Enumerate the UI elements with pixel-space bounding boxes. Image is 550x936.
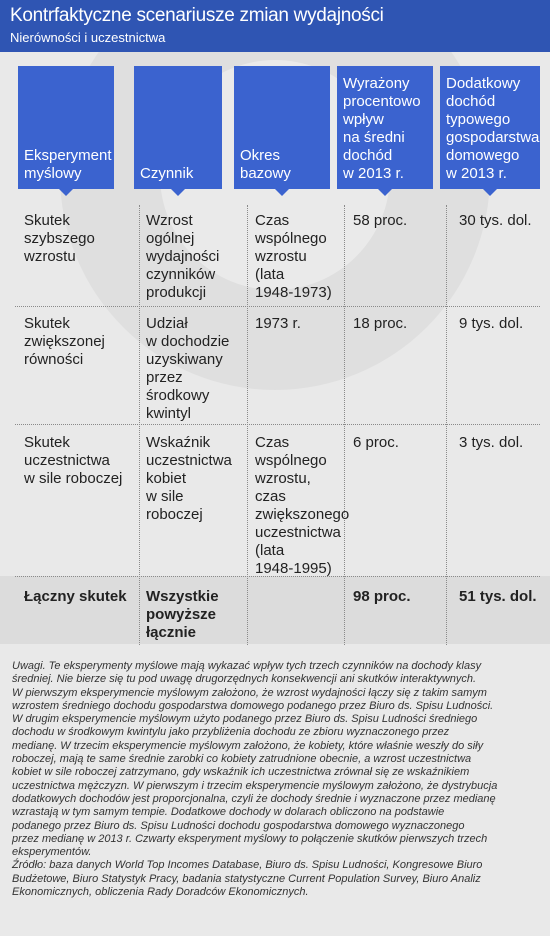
cell-factor: Wzrost ogólnej wydajności czynników produkcji [146,212,220,301]
total-experiment: Łączny skutek [24,588,127,605]
column-header-experiment [18,66,114,189]
column-header-factor [134,66,222,189]
cell-income: 30 tys. dol. [459,212,532,229]
cell-period: Czas wspólnego wzrostu, czas zwiększonego uczestnictwa (lata 1948-1995) [255,434,350,577]
total-factor: Wszystkie powyższe łącznie [146,588,219,641]
cell-impact: 18 proc. [353,315,408,332]
column-separator [139,205,140,645]
total-income: 51 tys. dol. [459,588,537,605]
cell-impact: 58 proc. [353,212,408,229]
title-banner [0,0,550,52]
column-separator [247,205,248,645]
column-header-label: Dodatkowy dochód typowego gospodarstwa domowego w 2013 r. [446,75,540,182]
header-arrow [483,189,497,196]
cell-experiment: Skutek szybszego wzrostu [24,212,95,265]
total-impact: 98 proc. [353,588,411,605]
cell-factor: Udział w dochodzie uzyskiwany przez środkowy kwintyl [146,315,230,422]
header-arrow [59,189,73,196]
cell-period: Czas wspólnego wzrostu (lata 1948-1973) [255,212,332,301]
cell-factor: Wskaźnik uczestnictwa kobiet w sile roboczej [146,434,232,523]
column-separator [446,205,447,645]
header-arrow [171,189,185,196]
column-header-label: Okres bazowy [240,147,291,182]
cell-period: 1973 r. [255,315,301,332]
cell-income: 9 tys. dol. [459,315,524,332]
header-arrow [378,189,392,196]
column-header-label: Wyrażony procentowo wpływ na średni dochód w 2013 r. [343,75,421,182]
column-header-period [234,66,330,189]
cell-experiment: Skutek uczestnictwa w sile roboczej [24,434,123,487]
footnotes: Uwagi. Te eksperymenty myślowe mają wykazać wpływ tych trzech czynników na dochody klasy średniej. Nie bierze się tu pod uwagę drugorzędnych konsekwencji ani skutków interaktywnych. W pierwszym eksperymencie myślowym założono, że wzrost wydajności łączy się z takim samym wzrostem średniego dochodu gospodarstwa domowego podanego przez Biuro ds. Spisu Ludności. W drugim eksperymencie myślowym użyto podanego przez Biuro ds. Spisu Ludności średniego dochodu w środkowym kwintylu jako przybliżenia dochodu ze zbioru wyznaczonego przez medianę. W trzecim eksperymencie myślowym założono, że kobiety, które właśnie weszły do siły roboczej, mają te same średnie zarobki co kobiety zatrudnione obecnie, a wzrost uczestnictwa kobiet w sile roboczej zatrzymano, gdy wskaźnik ich uczestnictwa zrównał się ze wskaźnikiem uczestnictwa mężczyzn. W pierwszym i trzecim eksperymencie myślowym założono, że dystrybucja dodatkowych dochodów jest proporcjonalna, czyli że dochody średnie i wyznaczone przez medianę wzrastają w tym samym tempie. Dodatkowe dochody w dolarach obliczono na podstawie podanego przez Biuro ds. Spisu Ludności dochodu gospodarstwa domowego wyznaczonego przez medianę w 2013 r. Czwarty eksperyment myślowy to połączenie skutków pierwszych trzech eksperymentów. Źródło: baza danych World Top Incomes Database, Biuro ds. Spisu Ludności, Kongresowe Biuro Budżetowe, Biuro Statystyk Pracy, badania statystyczne Current Population Survey, Biuro Analiz Ekonomicznych, obliczenia Rady Doradców Ekonomicznych. [12,660,498,899]
page-title: Kontrfaktyczne scenariusze zmian wydajności [10,5,384,26]
column-header-income [440,66,540,189]
column-header-label: Czynnik [140,165,194,182]
row-separator [15,424,540,425]
total-row-background [0,576,550,644]
header-arrow [275,189,289,196]
cell-impact: 6 proc. [353,434,399,451]
column-header-impact [337,66,433,189]
page-subtitle: Nierówności i uczestnictwa [10,30,166,45]
cell-income: 3 tys. dol. [459,434,524,451]
column-header-label: Eksperyment myślowy [24,147,112,182]
row-separator [15,306,540,307]
cell-experiment: Skutek zwiększonej równości [24,315,105,368]
